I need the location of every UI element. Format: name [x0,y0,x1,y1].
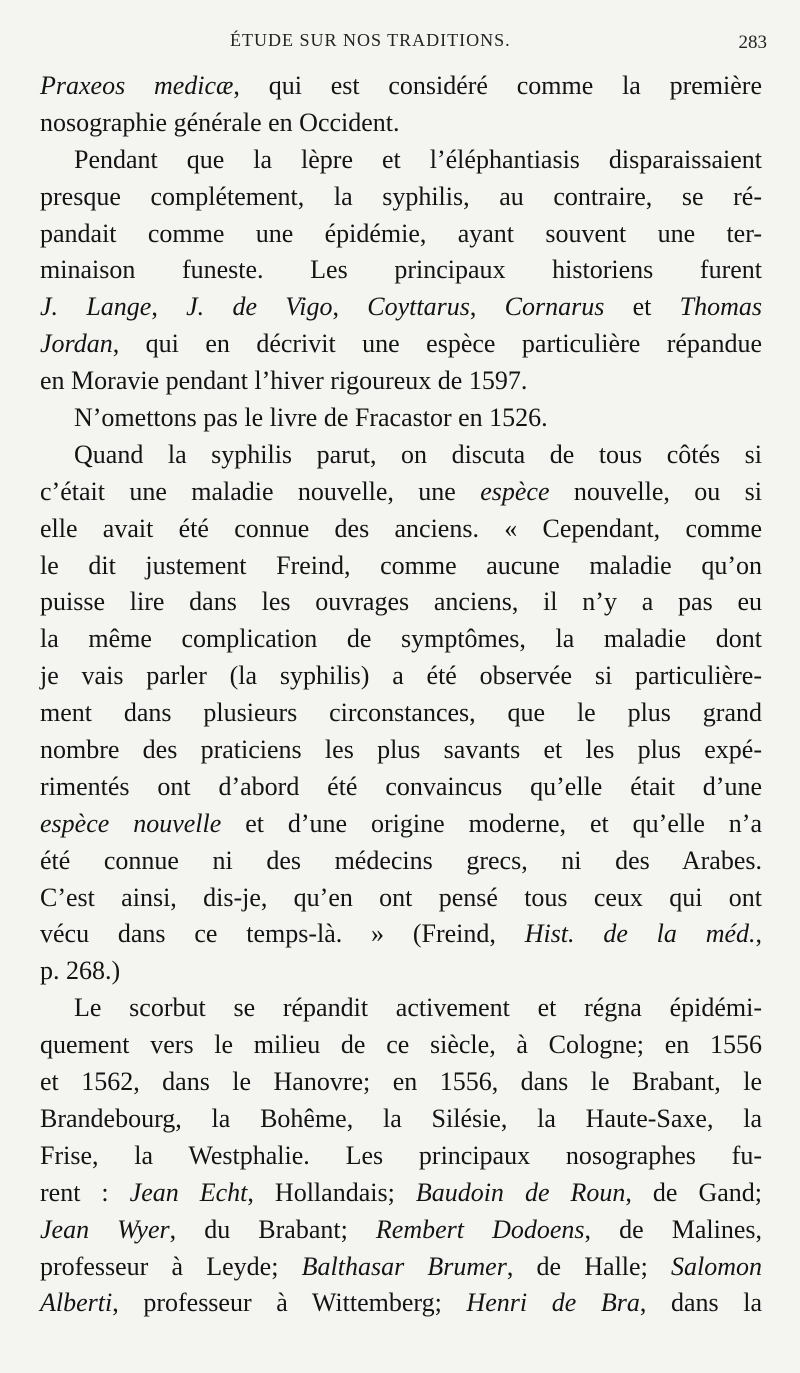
text-segment: , [469,292,505,322]
text-line [40,1064,762,1101]
text-segment: c’était une maladie nouvelle, une [40,476,481,506]
page-number: 283 [738,32,767,53]
text-segment: professeur à Leyde; [40,1251,302,1281]
text-line [40,252,762,289]
text-line [40,68,762,105]
text-segment: la même complication de symptômes, la maladie dont [40,624,762,654]
text-segment: je vais parler (la syphilis) a été observée si particulière- [40,661,762,691]
text-line [40,400,762,437]
text-segment: et [604,292,680,322]
text-line [40,548,762,585]
text-segment: N’omettons pas le livre de Fracastor en 1526. [74,403,548,433]
italic-text: Baudoin de Roun [415,1177,626,1207]
text-line [40,880,762,917]
italic-text: Jean Wyer [40,1214,170,1244]
text-segment: Le scorbut se répandit activement et régna épidémi- [74,993,762,1023]
italic-text: Hist. de la méd. [524,919,756,949]
text-line [40,1285,762,1322]
italic-text: Jordan [40,329,113,359]
italic-text: Thomas [679,292,763,322]
text-line [40,621,762,658]
text-segment: , [332,292,368,322]
text-segment: quement vers le milieu de ce siècle, à Cologne; en 1556 [40,1030,762,1060]
text-segment: nosographie générale en Occident. [40,107,400,137]
text-segment: presque complétement, la syphilis, au contraire, se ré- [40,181,762,211]
text-line [40,1249,762,1286]
text-segment: Pendant que la lèpre et l’éléphantiasis disparaissaient [74,144,762,174]
text-segment: , dans la [639,1288,763,1318]
italic-text: Salomon [671,1251,762,1281]
text-line [40,806,762,843]
italic-text: Praxeos medicæ [40,71,234,100]
text-segment: été connue ni des médecins grecs, ni des Arabes. [40,845,762,875]
text-segment: le dit justement Freind, comme aucune maladie qu’on [40,550,762,580]
text-segment: et 1562, dans le Hanovre; en 1556, dans le Brabant, le [40,1067,762,1097]
text-line [40,326,762,363]
text-segment: C’est ainsi, dis-je, qu’en ont pensé tous ceux qui ont [40,882,762,912]
text-segment: , [151,292,187,322]
italic-text: espèce nouvelle [40,808,222,838]
text-line [40,990,762,1027]
text-segment: , professeur à Wittemberg; [112,1288,467,1318]
text-segment: vécu dans ce temps-là. » (Freind, [40,919,525,949]
italic-text: Rembert Dodoens [375,1214,585,1244]
italic-text: Coyttarus [367,292,470,322]
italic-text: Cornarus [504,292,605,322]
text-line [40,363,762,400]
text-line [40,511,762,548]
italic-text: J. Lange [40,292,152,322]
text-segment: nombre des praticiens les plus savants et les plus expé- [40,735,762,765]
text-line [40,179,762,216]
text-segment: nouvelle, ou si [549,476,762,506]
text-segment: pandait comme une épidémie, ayant souvent une ter- [40,218,762,248]
italic-text: Alberti [40,1288,113,1318]
text-segment: , qui est considéré comme la première [233,71,762,100]
italic-text: espèce [480,476,550,506]
text-segment: et d’une origine moderne, et qu’elle n’a [221,808,762,838]
text-segment: rent : [40,1177,130,1207]
text-segment: , de Halle; [506,1251,671,1281]
text-line [40,695,762,732]
text-line [40,584,762,621]
text-line [40,289,762,326]
text-segment: Frise, la Westphalie. Les principaux nosographes fu- [40,1140,762,1170]
text-segment: Brandebourg, la Bohême, la Silésie, la Haute-Saxe, la [40,1103,762,1133]
italic-text: Henri de Bra [466,1288,640,1318]
italic-text: Balthasar Brumer [301,1251,507,1281]
text-line [40,916,762,953]
text-segment: Quand la syphilis parut, on discuta de tous côtés si [74,439,762,469]
text-line [40,105,762,142]
italic-text: J. de Vigo [186,292,333,322]
text-line [40,1212,762,1249]
text-line [40,732,762,769]
text-line [40,1101,762,1138]
text-line [40,1138,762,1175]
text-line [40,474,762,511]
text-line [40,769,762,806]
text-line [40,1027,762,1064]
text-segment: , du Brabant; [169,1214,376,1244]
text-segment: rimentés ont d’abord été convaincus qu’elle était d’une [40,771,762,801]
text-segment: , [755,919,763,949]
text-segment: , de Malines, [584,1214,763,1244]
italic-text: Jean Echt [129,1177,248,1207]
text-line [40,216,762,253]
text-segment: minaison funeste. Les principaux historiens furent [40,255,762,285]
text-segment: p. 268.) [40,956,121,986]
text-segment: , de Gand; [625,1177,762,1207]
text-segment: puisse lire dans les ouvrages anciens, il n’y a pas eu [40,587,762,617]
text-segment: , qui en décrivit une espèce particulière répandue [112,329,762,359]
body-text [40,68,762,1322]
text-segment: en Moravie pendant l’hiver rigoureux de 1597. [40,366,528,396]
running-title: ÉTUDE SUR NOS TRADITIONS. [230,30,511,50]
text-line [40,843,762,880]
text-segment: elle avait été connue des anciens. « Cependant, comme [40,513,762,543]
text-line [40,142,762,179]
text-line [40,1175,762,1212]
text-line [40,437,762,474]
text-line [40,658,762,695]
page-header [40,30,767,60]
text-segment: , Hollandais; [247,1177,416,1207]
text-segment: ment dans plusieurs circonstances, que le plus grand [40,698,762,728]
text-line [40,953,762,990]
